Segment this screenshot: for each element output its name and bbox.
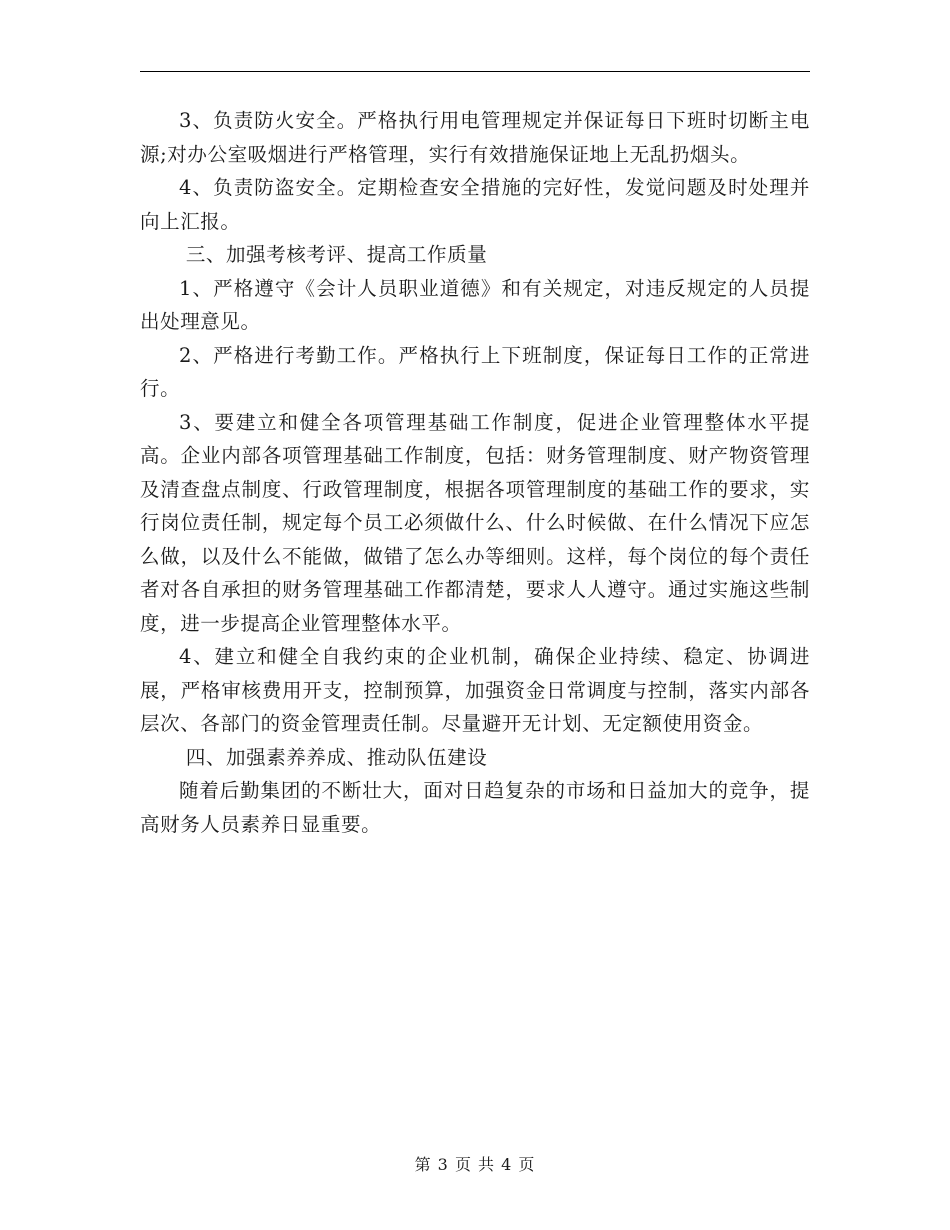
page-footer: 第 3 页 共 4 页 (414, 1155, 536, 1174)
paragraph-attendance: 2、严格进行考勤工作。严格执行上下班制度，保证每日工作的正常进行。 (140, 343, 810, 400)
section-heading-assessment: 三、加强考核考评、提高工作质量 (185, 243, 488, 266)
document-body (140, 104, 810, 841)
paragraph-staff-quality: 随着后勤集团的不断壮大，面对日趋复杂的市场和日益加大的竞争，提高财务人员素养日显重要。 (140, 779, 810, 836)
paragraph-ethics: 1、严格遵守《会计人员职业道德》和有关规定，对违反规定的人员提出处理意见。 (140, 276, 810, 333)
section-heading-team-building: 四、加强素养养成、推动队伍建设 (185, 745, 488, 769)
header-rule (140, 71, 810, 72)
paragraph-fire-safety: 3、负责防火安全。严格执行用电管理规定并保证每日下班时切断主电源;对办公室吸烟进行严格管理，实行有效措施保证地上无乱扔烟头。 (140, 109, 810, 166)
paragraph-management-system: 3、要建立和健全各项管理基础工作制度，促进企业管理整体水平提高。企业内部各项管理基础工作制度，包括：财务管理制度、财产物资管理及清查盘点制度、行政管理制度，根据各项管理制度的基础工作的要求，实行岗位责任制，规定每个员工必须做什么、什么时候做、在什么情况下应怎么做，以及什么不能做，做错了怎么办等细则。这样，每个岗位的每个责任者对各自承担的财务管理基础工作都清楚，要求人人遵守。通过实施这些制度，进一步提高企业管理整体水平。 (140, 410, 810, 635)
paragraph-theft-safety: 4、负责防盗安全。定期检查安全措施的完好性，发觉问题及时处理并向上汇报。 (140, 176, 810, 233)
paragraph-self-restraint: 4、建立和健全自我约束的企业机制，确保企业持续、稳定、协调进展，严格审核费用开支，控制预算，加强资金日常调度与控制，落实内部各层次、各部门的资金管理责任制。尽量避开无计划、无定额使用资金。 (140, 645, 810, 735)
